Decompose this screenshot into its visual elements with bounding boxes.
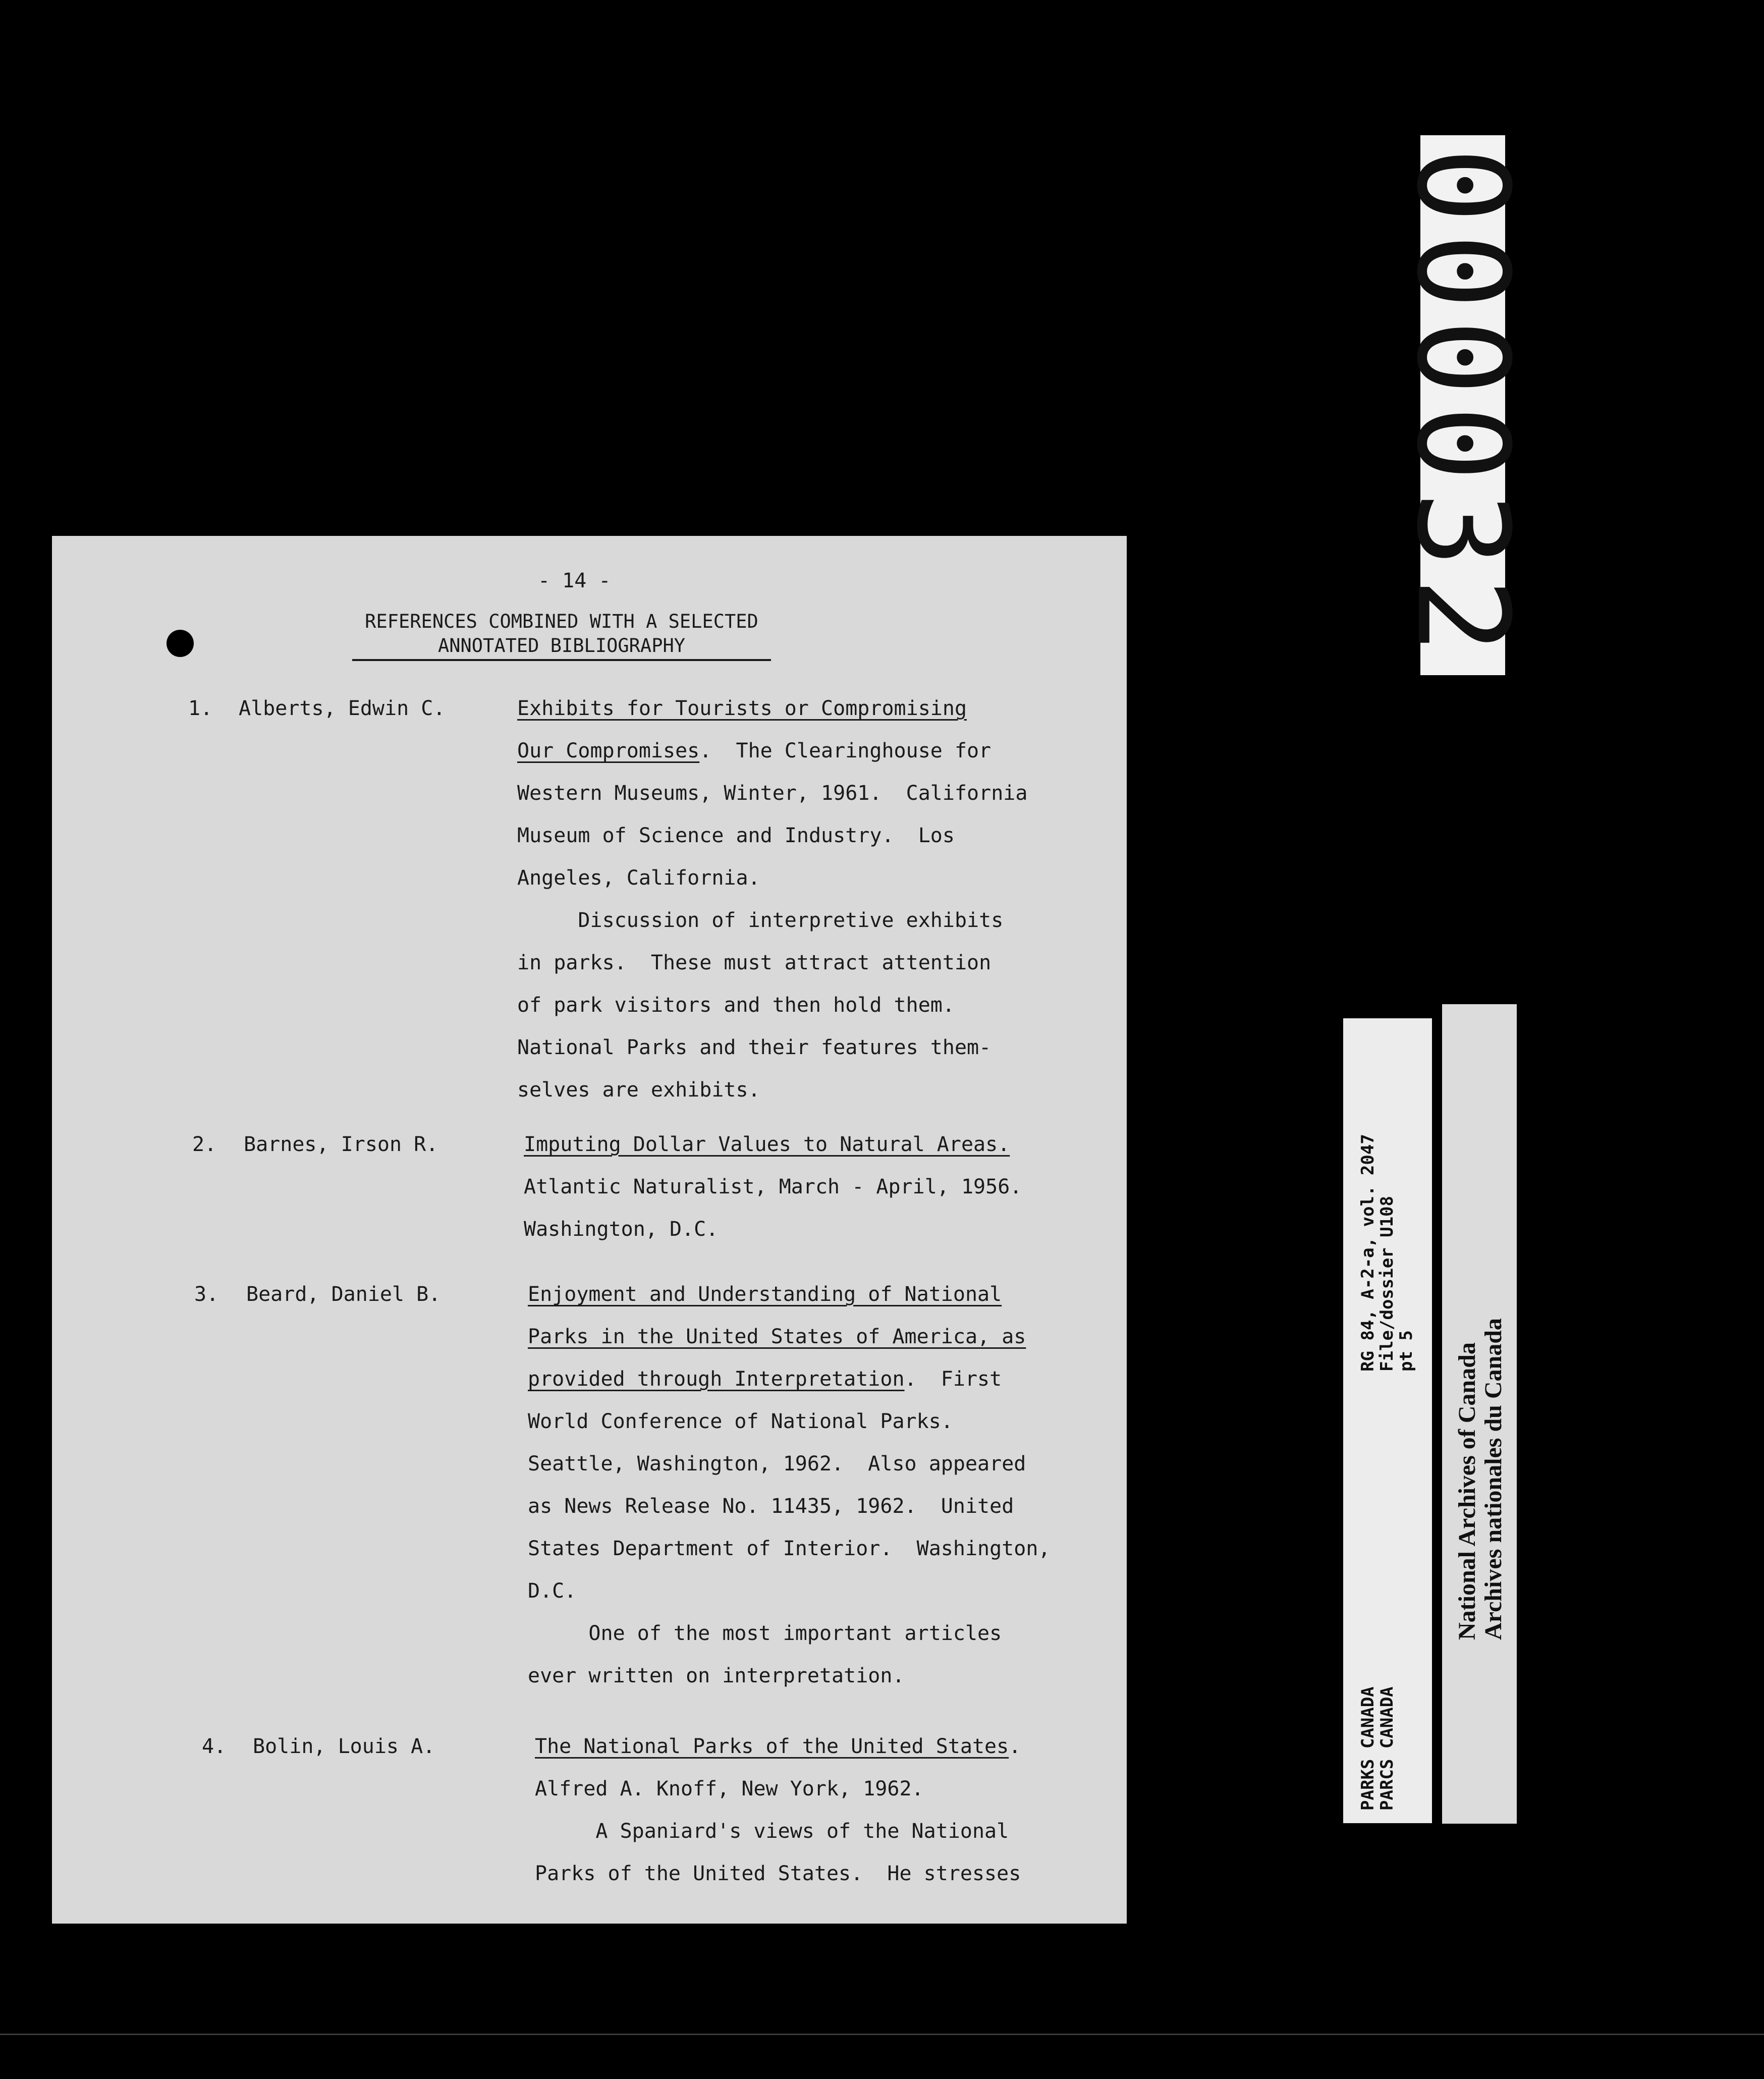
entry-line: [517, 1036, 991, 1059]
archives-name-strip: [1442, 1004, 1517, 1824]
entry-number: 3.: [194, 1283, 219, 1306]
heading-line-2: ANNOTATED BIBLIOGRAPHY: [352, 634, 771, 661]
archives-name-fr: Archives nationales du Canada: [1480, 1318, 1507, 1640]
entry-text: in parks. These must attract attention: [517, 951, 991, 974]
agency-line-1: PARKS CANADA: [1358, 1686, 1378, 1811]
entry-line: [528, 1495, 1014, 1518]
entry-line: [528, 1283, 1002, 1306]
entry-text: of park visitors and then hold them.: [517, 994, 955, 1017]
entry-line: [517, 1078, 760, 1102]
entry-text: . First: [904, 1367, 1002, 1391]
entry-number: 2.: [192, 1133, 217, 1156]
entry-title: Exhibits for Tourists or Compromising: [517, 697, 967, 720]
entry-title: provided through Interpretation: [528, 1367, 905, 1391]
entry-line: [517, 824, 955, 847]
entry-line: [517, 697, 967, 720]
entry-author: Barnes, Irson R.: [244, 1133, 438, 1156]
entry-line: [517, 866, 760, 890]
entry-text: Seattle, Washington, 1962. Also appeared: [528, 1452, 1026, 1475]
entry-title: Our Compromises: [517, 739, 700, 762]
entry-text: Western Museums, Winter, 1961. California: [517, 782, 1028, 805]
reference-line-3: pt 5: [1396, 1330, 1416, 1372]
entry-title: The National Parks of the United States: [535, 1735, 1009, 1758]
entry-line: [535, 1777, 924, 1800]
entry-author: Beard, Daniel B.: [246, 1283, 441, 1306]
frame-code: 000032: [1389, 147, 1536, 664]
entry-text: Discussion of interpretive exhibits: [517, 909, 1004, 932]
entry-text: One of the most important articles: [528, 1622, 1002, 1645]
reference-line-1: RG 84, A-2-a, vol. 2047: [1358, 1134, 1378, 1372]
entry-text: Alfred A. Knoff, New York, 1962.: [535, 1777, 924, 1800]
entry-line: [528, 1579, 576, 1603]
entry-line: [535, 1862, 1021, 1885]
page-number: - 14 -: [538, 569, 611, 592]
entry-line: [517, 951, 991, 974]
entry-text: . The Clearinghouse for: [699, 739, 991, 762]
entry-text: Parks of the United States. He stresses: [535, 1862, 1021, 1885]
document-page: [52, 536, 1127, 1924]
entry-number: 1.: [188, 697, 213, 720]
entry-line: [517, 994, 955, 1017]
entry-text: Angeles, California.: [517, 866, 760, 890]
entry-text: Museum of Science and Industry. Los: [517, 824, 955, 847]
entry-text: D.C.: [528, 1579, 577, 1603]
entry-title: Imputing Dollar Values to Natural Areas.: [524, 1133, 1010, 1156]
entry-line: [528, 1664, 905, 1687]
entry-text: Washington, D.C.: [524, 1218, 719, 1241]
entry-text: World Conference of National Parks.: [528, 1410, 953, 1433]
entry-line: [535, 1735, 1021, 1758]
entry-title: Enjoyment and Understanding of National: [528, 1283, 1002, 1306]
entry-line: [528, 1367, 1002, 1391]
entry-line: [528, 1410, 953, 1433]
entry-line: [528, 1452, 1026, 1475]
entry-line: [524, 1175, 1022, 1198]
entry-line: [517, 739, 991, 762]
entry-author: Bolin, Louis A.: [253, 1735, 435, 1758]
entry-text: National Parks and their features them-: [517, 1036, 991, 1059]
bottom-divider: [0, 2034, 1764, 2035]
entry-text: as News Release No. 11435, 1962. United: [528, 1495, 1014, 1518]
punch-hole: [167, 630, 194, 657]
frame-code-label: [1389, 135, 1536, 675]
entry-text: A Spaniard's views of the National: [535, 1820, 1009, 1843]
bibliography-heading: [340, 610, 784, 661]
agency-line-2: PARCS CANADA: [1377, 1686, 1397, 1811]
entry-line: [517, 909, 1003, 932]
entry-line: [528, 1325, 1026, 1348]
reference-line-2: File/dossier U108: [1377, 1196, 1397, 1372]
entry-line: [524, 1218, 718, 1241]
entry-line: [528, 1622, 1002, 1645]
entry-number: 4.: [202, 1735, 227, 1758]
archives-name-en: National Archives of Canada: [1454, 1342, 1480, 1640]
entry-author: Alberts, Edwin C.: [239, 697, 446, 720]
entry-line: [524, 1133, 1010, 1156]
entry-line: [528, 1537, 1051, 1560]
entry-line: [517, 782, 1027, 805]
archive-reference-strip: [1343, 1018, 1432, 1823]
entry-text: .: [1009, 1735, 1021, 1758]
entry-text: selves are exhibits.: [517, 1078, 760, 1102]
entry-title: Parks in the United States of America, as: [528, 1325, 1026, 1348]
heading-line-1: REFERENCES COMBINED WITH A SELECTED: [365, 611, 758, 632]
entry-text: ever written on interpretation.: [528, 1664, 905, 1687]
entry-text: Atlantic Naturalist, March - April, 1956.: [524, 1175, 1022, 1198]
entry-line: [535, 1820, 1009, 1843]
entry-text: States Department of Interior. Washington,: [528, 1537, 1051, 1560]
